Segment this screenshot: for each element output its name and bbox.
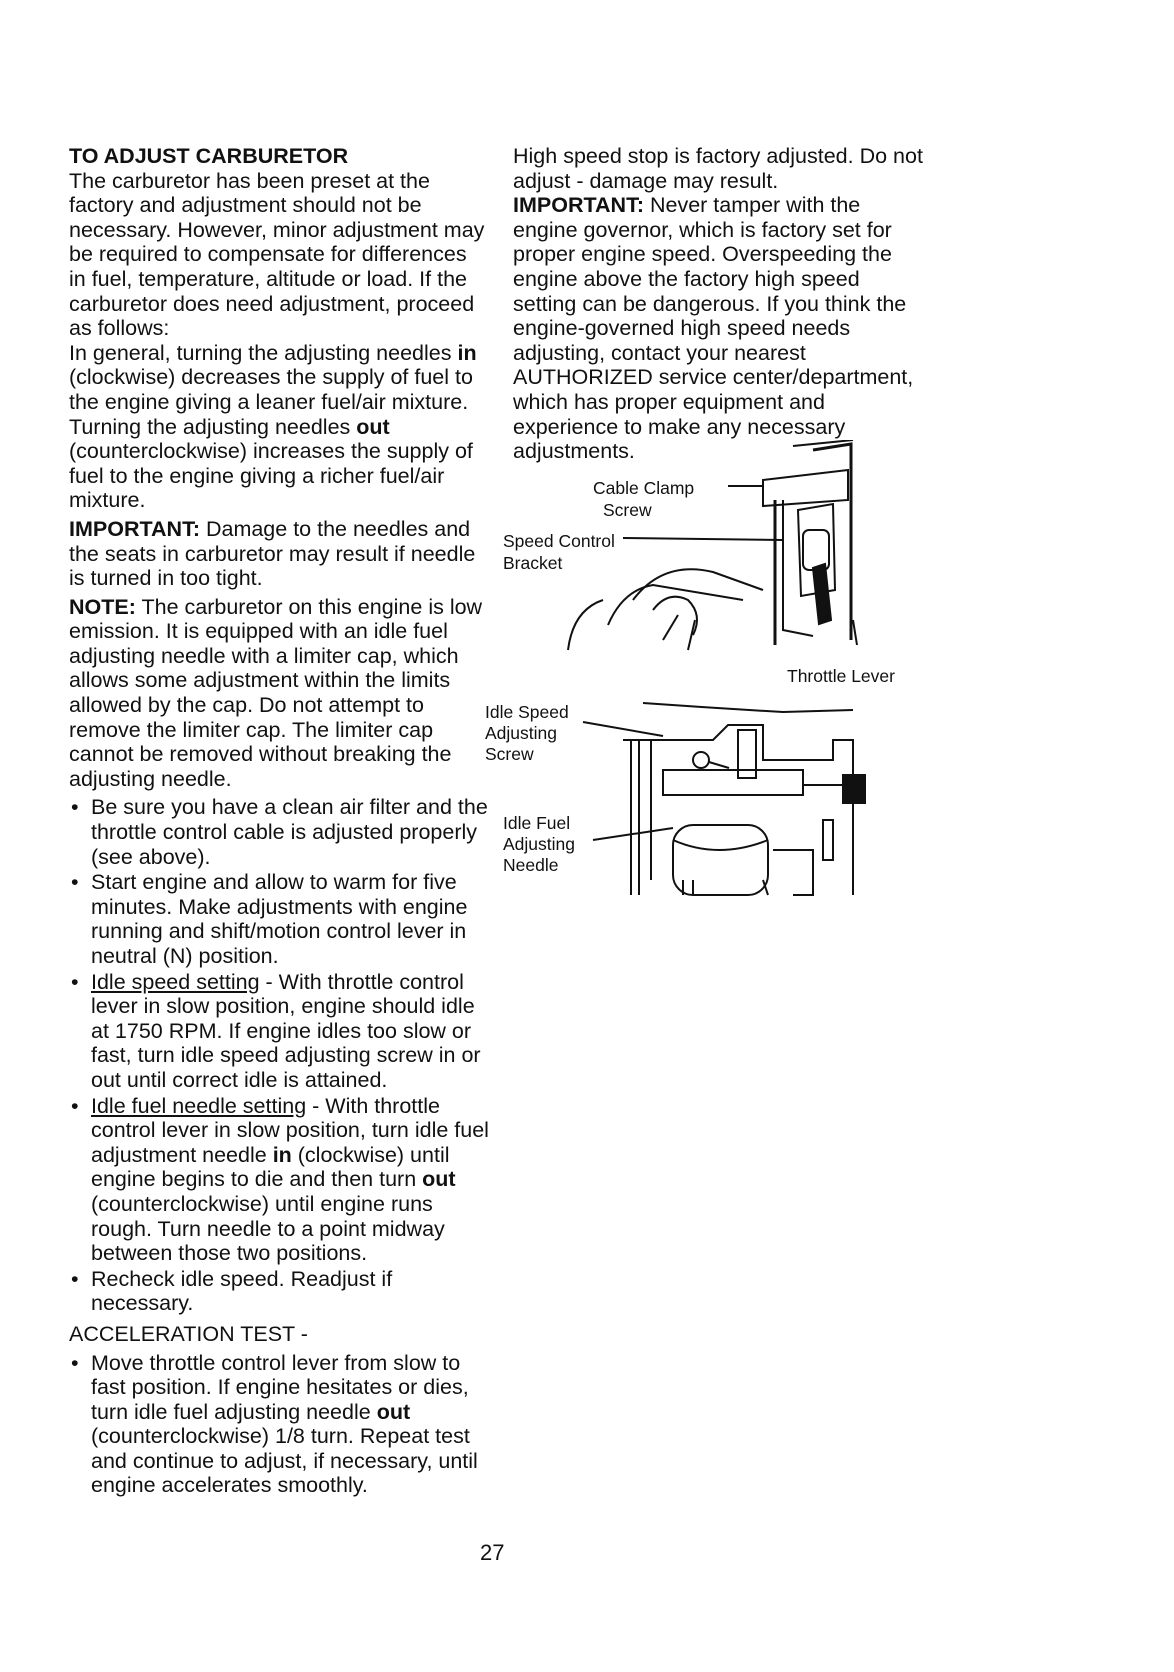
idle-fuel-needle-label: Idle fuel needle setting	[91, 1093, 307, 1118]
screw-label: Screw	[603, 500, 652, 520]
list-item: • Start engine and allow to warm for five minutes. Make adjustments with engine running and shift/motion control lever in neutral (N) position.	[69, 870, 489, 968]
needle-label: Needle	[503, 855, 559, 875]
general-in: in	[457, 340, 477, 365]
intro-paragraph: The carburetor has been preset at the factory and adjustment should not be necessary. However, minor adjustment may be required to compensate for differences in fuel, temperature, altitude or load. If the carburetor does need adjustment, proceed as follows:	[69, 168, 485, 341]
governor-important-text: Never tamper with the engine governor, which is factory set for proper engine speed. Overspeeding the engine above the factory high speed setting can be dangerous. If you think the engine-governed high speed needs adjusting, contact your nearest AUTHORIZED service center/department, which has proper equipment and experience to make any necessary adjustments.	[513, 193, 914, 464]
adjust-steps-list	[69, 795, 489, 1315]
note-paragraph	[69, 595, 489, 792]
list-item	[69, 1351, 489, 1499]
governor-important-label: IMPORTANT:	[513, 193, 644, 218]
list-item	[69, 1094, 489, 1266]
speed-control-label: Speed Control	[503, 531, 615, 551]
carburetor-illustration	[485, 440, 923, 960]
acceleration-test-heading: ACCELERATION TEST -	[69, 1321, 308, 1346]
adjusting-label: Adjusting	[503, 834, 575, 854]
accel-out: out	[376, 1399, 411, 1424]
governor-paragraph	[513, 193, 923, 464]
cable-clamp-label: Cable Clamp	[593, 478, 695, 498]
important-text: Damage to the needles and the seats in carburetor may result if needle is turned in too tight.	[69, 516, 476, 591]
general-text-2: (clockwise) decreases the supply of fuel to the engine giving a leaner fuel/air mixture. Turning the adjusting needles	[69, 365, 473, 439]
important-paragraph	[69, 517, 489, 591]
high-speed-paragraph: High speed stop is factory adjusted. Do not adjust - damage may result.	[513, 144, 923, 193]
idle-speed-setting-label: Idle speed setting	[91, 969, 260, 994]
note-label: NOTE:	[69, 594, 136, 619]
idle-speed-setting-text: - With throttle control lever in slow position, engine should idle at 1750 RPM. If engine idles too slow or fast, turn idle speed adjusting screw in or out until correct idle is attained.	[91, 969, 481, 1092]
idle-fuel-in: in	[272, 1142, 292, 1167]
adjusting-label: Adjusting	[485, 723, 557, 743]
list-item	[69, 970, 489, 1093]
general-text-1: In general, turning the adjusting needles	[69, 340, 458, 365]
general-out: out	[356, 414, 390, 439]
bracket-label: Bracket	[503, 553, 563, 573]
idle-fuel-label: Idle Fuel	[503, 813, 571, 833]
section-heading: TO ADJUST CARBURETOR	[69, 144, 349, 168]
general-text-3: (counterclockwise) increases the supply of fuel to the engine giving a richer fuel/air mixture.	[69, 439, 473, 513]
right-column	[513, 144, 923, 464]
idle-fuel-text-2: (clockwise) until engine begins to die and then turn	[91, 1142, 450, 1192]
carburetor-drawing	[513, 440, 923, 960]
idle-fuel-out: out	[422, 1167, 456, 1192]
list-item: • Be sure you have a clean air filter and the throttle control cable is adjusted properly (see above).	[69, 795, 489, 869]
screw-label: Screw	[485, 744, 534, 764]
general-paragraph	[69, 341, 489, 513]
important-label: IMPORTANT:	[69, 516, 200, 541]
idle-fuel-text-3: (counterclockwise) until engine runs rough. Turn needle to a point midway between those two positions.	[91, 1191, 445, 1266]
throttle-lever-label: Throttle Lever	[787, 666, 895, 686]
left-column	[69, 144, 489, 1499]
accel-text-2: (counterclockwise) 1/8 turn. Repeat test and continue to adjust, if necessary, until engine accelerates smoothly.	[91, 1424, 478, 1498]
accel-text-1: Move throttle control lever from slow to fast position. If engine hesitates or dies, turn idle fuel adjusting needle	[91, 1350, 469, 1424]
idle-speed-label: Idle Speed	[485, 702, 569, 722]
list-item: • Recheck idle speed. Readjust if necessary.	[69, 1267, 489, 1316]
page-number: 27	[480, 1540, 505, 1565]
idle-fuel-text-1: - With throttle control lever in slow position, turn idle fuel adjustment needle	[91, 1093, 489, 1167]
note-text: The carburetor on this engine is low emission. It is equipped with an idle fuel adjusting needle with a limiter cap, which allows some adjustment within the limits allowed by the cap. Do not attempt to remove the limiter cap. The limiter cap cannot be removed without breaking the adjusting needle.	[69, 594, 483, 791]
acceleration-list	[69, 1351, 489, 1499]
